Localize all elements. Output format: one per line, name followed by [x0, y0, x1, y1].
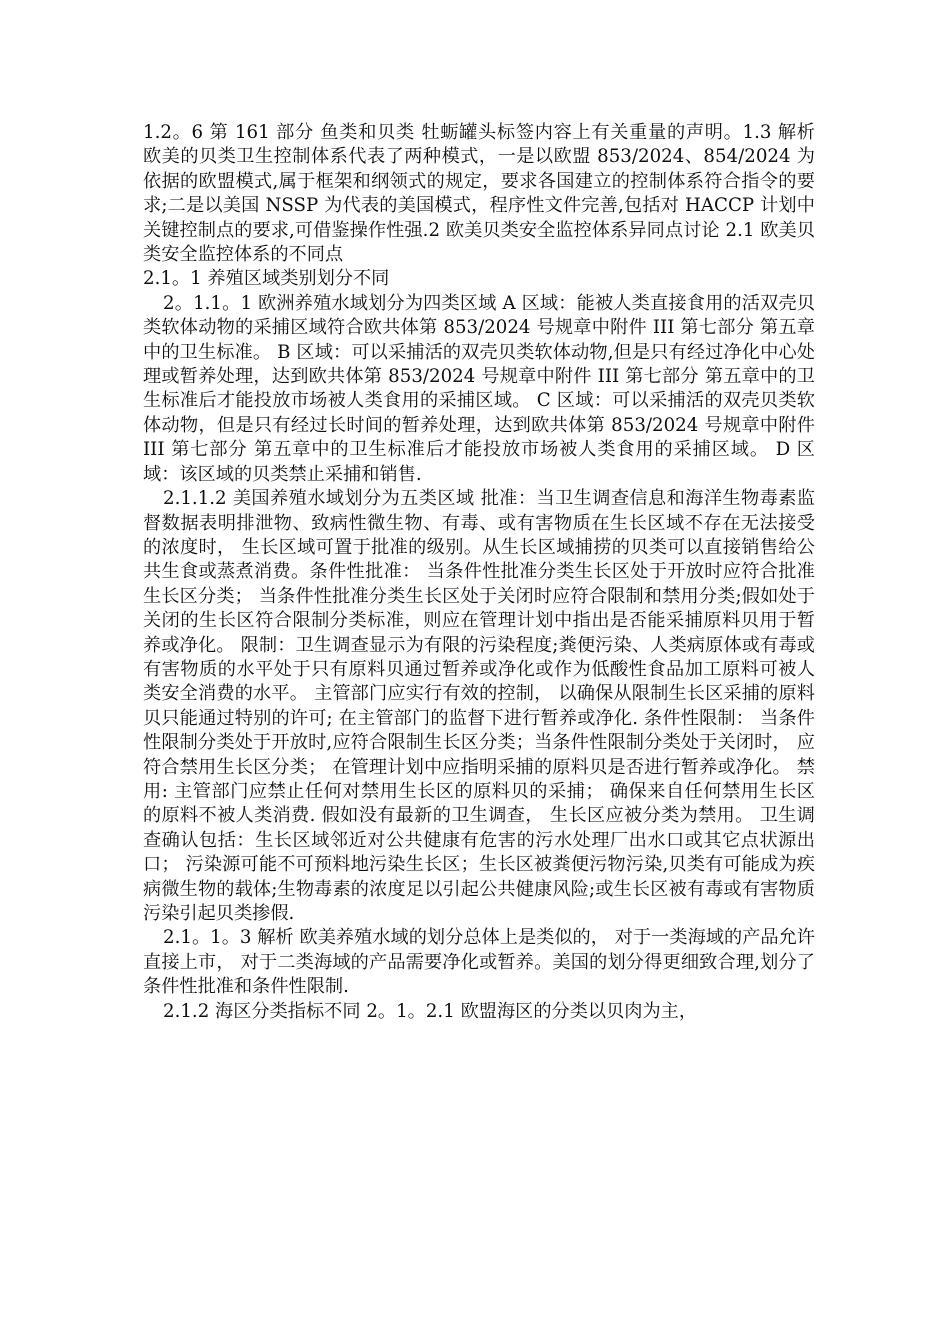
paragraph-classification: 2.1.2 海区分类指标不同 2。1。2.1 欧盟海区的分类以贝肉为主， [163, 1000, 698, 1022]
document-body [143, 121, 815, 1024]
paragraph-analysis: 2.1。1。3 解析 欧美养殖水域的划分总体上是类似的， 对于一类海域的产品允许直接上市， 对于二类海域的产品需要净化或暂养。美国的划分得更细致合理,划分了条件性批准和条件性限制. [143, 927, 815, 998]
paragraph-eu-zones: 2。1.1。1 欧洲养殖水域划分为四类区域 A 区域：能被人类直接食用的活双壳贝类软体动物的采捕区域符合欧共体第 853/2024 号规章中附件 III 第七部分 第五章中的卫生标准。 B 区域：可以采捕活的双壳贝类软体动物,但是只有经过净化中心处理或暂养处理，达到欧共体第 853/2024 号规章中附件 III 第七部分 第五章中的卫生标准后才能投放市场被人类食用的采捕区域。 C 区域：可以采捕活的双壳贝类软体动物，但是只有经过长时间的暂养处理，达到欧共体第 853/2024 号规章中附件 III 第七部分 第五章中的卫生标准后才能投放市场被人类食用的采捕区域。 D 区域：该区域的贝类禁止采捕和销售. [143, 292, 815, 485]
paragraph-us-zones: 2.1.1.2 美国养殖水域划分为五类区域 批准：当卫生调查信息和海洋生物毒素监督数据表明排泄物、致病性微生物、有毒、或有害物质在生长区域不存在无法接受的浓度时， 生长区域可置于批准的级别。从生长区域捕捞的贝类可以直接销售给公共生食或蒸煮消费。条件性批准： 当条件性批准分类生长区处于开放时应符合批准生长区分类； 当条件性批准分类生长区处于关闭时应符合限制和禁用分类;假如处于关闭的生长区符合限制分类标准，则应在管理计划中指出是否能采捕原料贝用于暂养或净化。 限制：卫生调查显示为有限的污染程度;粪便污染、人类病原体或有毒或有害物质的水平处于只有原料贝通过暂养或净化或作为低酸性食品加工原料可被人类安全消费的水平。 主管部门应实行有效的控制， 以确保从限制生长区采捕的原料贝只能通过特别的许可; 在主管部门的监督下进行暂养或净化. 条件性限制： 当条件性限制分类处于开放时,应符合限制生长区分类；当条件性限制分类处于关闭时， 应符合禁用生长区分类； 在管理计划中应指明采捕的原料贝是否进行暂养或净化。 禁用: 主管部门应禁止任何对禁用生长区的原料贝的采捕； 确保来自任何禁用生长区的原料不被人类消费. 假如没有最新的卫生调查， 生长区应被分类为禁用。 卫生调查确认包括：生长区域邻近对公共健康有危害的污水处理厂出水口或其它点状源出口； 污染源可能不可预料地污染生长区；生长区被粪便污物污染,贝类有可能成为疾病微生物的载体;生物毒素的浓度足以引起公共健康风险;或生长区被有毒或有害物质污染引起贝类掺假. [143, 488, 815, 924]
paragraph-heading-2-1-1: 2.1。1 养殖区域类别划分不同 [143, 268, 390, 290]
paragraph-intro: 1.2。6 第 161 部分 鱼类和贝类 牡蛎罐头标签内容上有关重量的声明。1.3 解析 欧美的贝类卫生控制体系代表了两种模式，一是以欧盟 853/2024、854/2024 为依据的欧盟模式,属于框架和纲领式的规定，要求各国建立的控制体系符合指令的要求;二是以美国 NSSP 为代表的美国模式，程序性文件完善,包括对 HACCP 计划中关键控制点的要求,可借鉴操作性强.2 欧美贝类安全监控体系异同点讨论 2.1 欧美贝类安全监控体系的不同点 [143, 122, 815, 266]
